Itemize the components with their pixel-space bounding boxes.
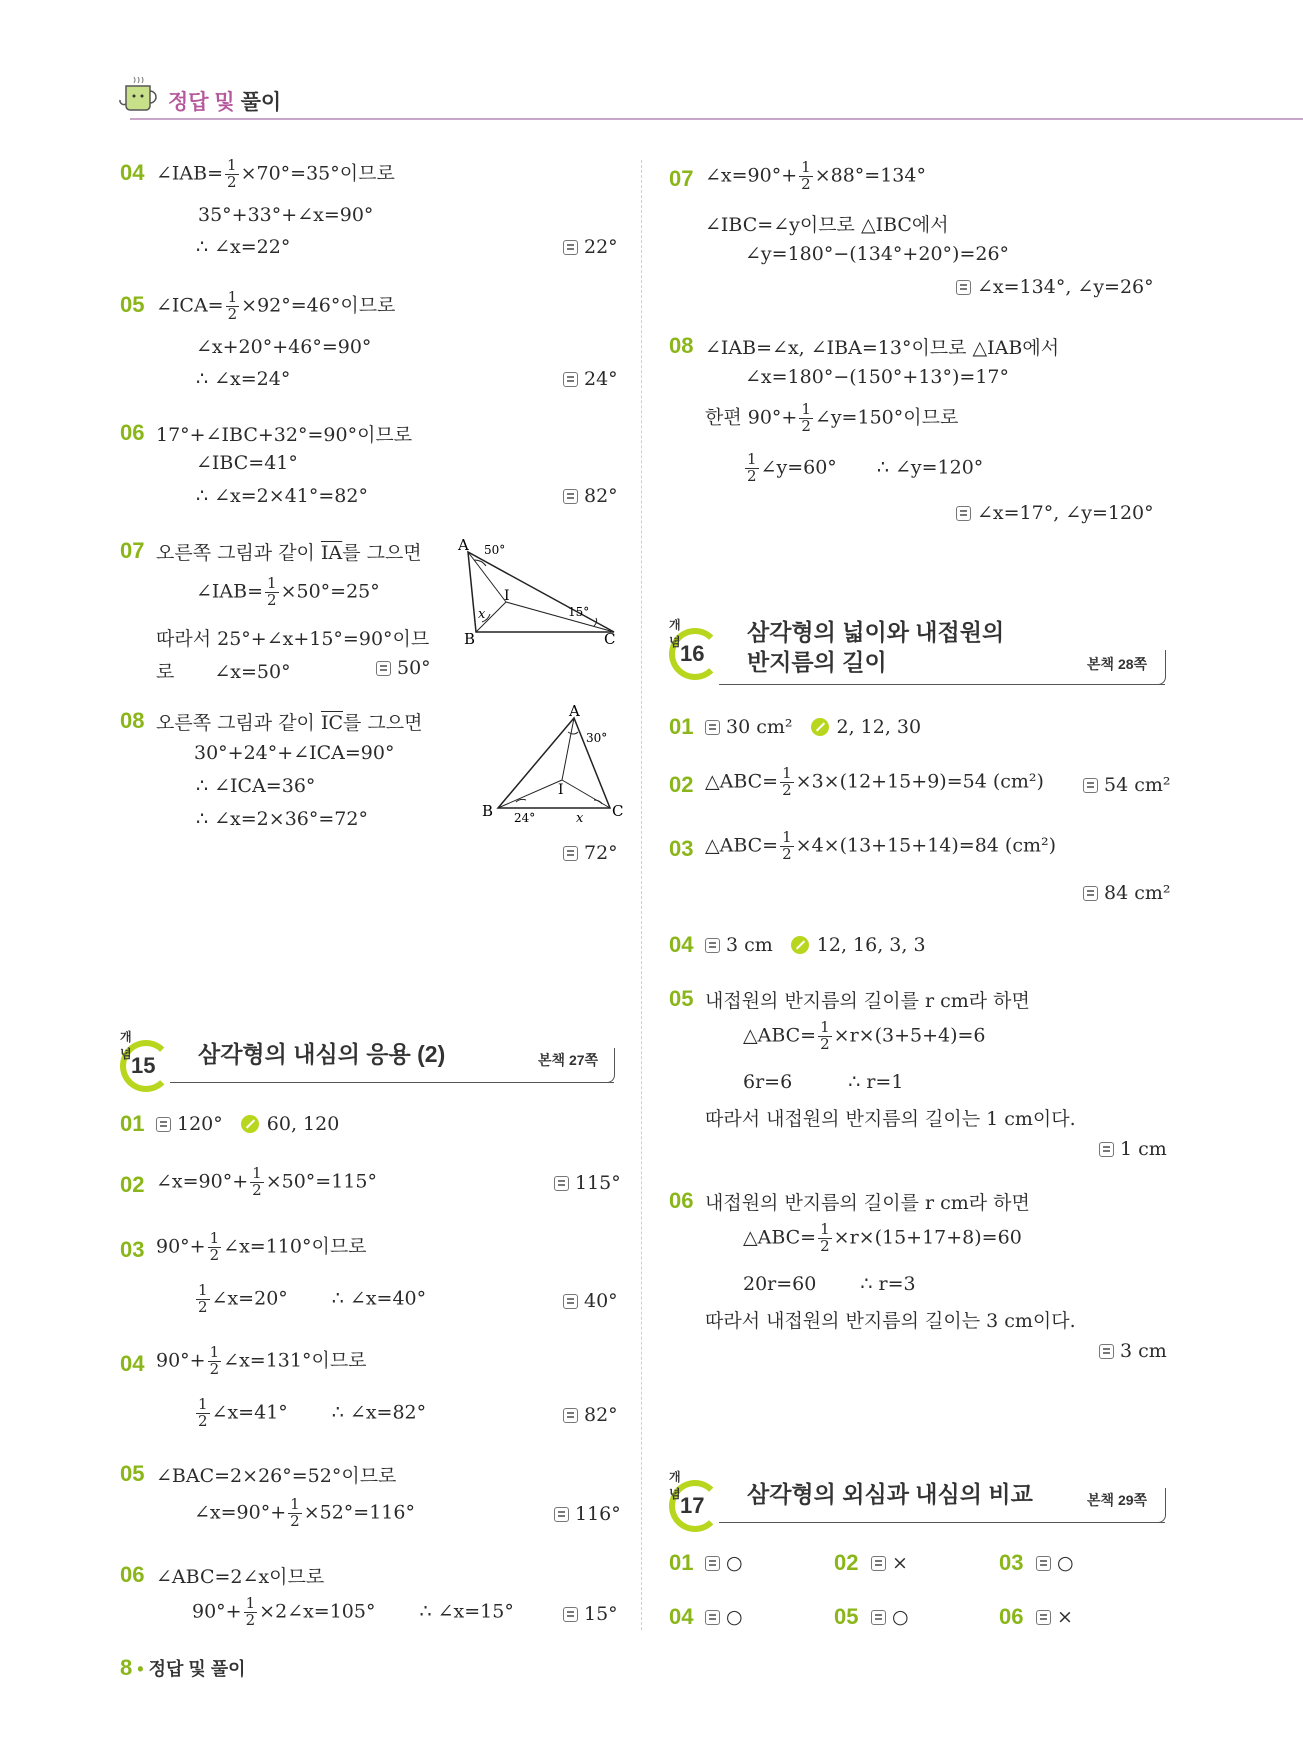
header-title-c: 풀이 <box>240 91 282 114</box>
answer: 72° <box>563 842 618 864</box>
answer-icon <box>705 938 720 953</box>
problem-line: ∠y=180°−(134°+20°)=26° <box>745 243 1010 265</box>
answer-icon <box>554 1176 569 1191</box>
problem-number: 04 <box>669 1604 694 1629</box>
pencil-icon <box>791 936 809 954</box>
header-title-a: 정답 <box>168 91 209 114</box>
header-rule <box>130 118 1303 120</box>
problem-line: △ABC= $\frac{1}{2}$ ×3×(12+15+9)=54 (cm²) <box>705 764 1044 799</box>
problem-number: 05 <box>120 292 145 317</box>
problem-line: ∠x=90°+ $\frac{1}{2}$ ×88°=134° <box>705 158 926 193</box>
problem-line: ∠IBC=41° <box>196 452 298 474</box>
problem-number: 06 <box>669 1188 694 1213</box>
problem-number: 08 <box>120 708 145 733</box>
answer: 3 cm 12, 16, 3, 3 <box>705 934 926 956</box>
answer: 15° <box>563 1603 618 1625</box>
answer: ○ <box>871 1606 909 1628</box>
pencil-icon <box>811 718 829 736</box>
problem-line: ∠IAB= $\frac{1}{2}$ ×70°=35°이므로 <box>156 156 395 191</box>
answer: ∠x=17°, ∠y=120° <box>956 502 1154 524</box>
problem-number: 04 <box>120 1351 145 1376</box>
answer-icon <box>376 661 391 676</box>
fig1-label-I: I <box>504 588 510 604</box>
section-title: 삼각형의 외심과 내심의 비교 <box>747 1481 1033 1507</box>
answer-icon <box>1099 1142 1114 1157</box>
column-divider <box>641 160 642 1630</box>
problem-number: 02 <box>120 1172 145 1197</box>
answer-icon <box>871 1556 886 1571</box>
problem-number: 05 <box>834 1604 859 1629</box>
answer-icon <box>563 1408 578 1423</box>
answer: × <box>1036 1606 1073 1628</box>
problem-line: ∠BAC=2×26°=52°이므로 <box>156 1465 397 1487</box>
problem-line: ∠x+20°+46°=90° <box>196 336 372 358</box>
problem-number: 02 <box>834 1550 859 1575</box>
answer-icon <box>1036 1556 1051 1571</box>
answer-icon <box>563 1294 578 1309</box>
problem-line: 한편 90°+ $\frac{1}{2}$ ∠y=150°이므로 <box>705 400 959 435</box>
answer: 82° <box>563 1404 618 1426</box>
section-title: 반지름의 길이 <box>747 649 887 675</box>
problem-line: △ABC= $\frac{1}{2}$ ×r×(3+5+4)=6 <box>743 1018 986 1053</box>
problem-line: 내접원의 반지름의 길이를 r cm라 하면 <box>705 990 1030 1012</box>
problem-line: ∠x=90°+ $\frac{1}{2}$ ×52°=116° <box>194 1495 415 1530</box>
answer-icon <box>563 1607 578 1622</box>
answer: 30 cm² 2, 12, 30 <box>705 716 921 738</box>
answer-icon <box>956 506 971 521</box>
problem-number: 01 <box>669 714 694 739</box>
problem-line: 90°+ $\frac{1}{2}$ ∠x=110°이므로 <box>156 1229 367 1264</box>
answer-icon <box>554 1507 569 1522</box>
problem-line: 17°+∠IBC+32°=90°이므로 <box>156 424 413 446</box>
fig2-label-A: A <box>569 702 580 720</box>
footer-text: 정답 및 풀이 <box>148 1659 246 1679</box>
problem-number: 05 <box>669 986 694 1011</box>
problem-number: 02 <box>669 772 694 797</box>
problem-number: 04 <box>120 160 145 185</box>
fig2-label-C: C <box>612 802 624 820</box>
answer-icon <box>705 1610 720 1625</box>
problem-number: 03 <box>669 836 694 861</box>
problem-line: ∠ICA= $\frac{1}{2}$ ×92°=46°이므로 <box>156 288 396 323</box>
fig1-angle-15: 15° <box>568 605 590 619</box>
answer-icon <box>871 1610 886 1625</box>
problem-number: 06 <box>120 420 145 445</box>
problem-line: 35°+33°+∠x=90° <box>198 204 374 226</box>
triangle-figure-2 <box>476 702 626 822</box>
header-title-b: 및 <box>214 91 235 114</box>
problem-line: ∴ ∠x=2×41°=82° <box>196 485 368 507</box>
answer: ∠x=134°, ∠y=26° <box>956 276 1154 298</box>
problem-line: $\frac{1}{2}$ ∠x=41° ∴ ∠x=82° <box>198 1395 427 1430</box>
page-number: 8 <box>120 1655 133 1680</box>
problem-number: 03 <box>120 1237 145 1262</box>
answer: 116° <box>554 1503 621 1525</box>
triangle-figure-1 <box>456 536 626 646</box>
problem-line: ∴ ∠x=22° <box>196 236 291 258</box>
problem-number: 05 <box>120 1461 145 1486</box>
problem-line: 90°+ $\frac{1}{2}$ ×2∠x=105° ∴ ∠x=15° <box>192 1594 514 1629</box>
answer-icon <box>156 1117 171 1132</box>
fig1-label-B: B <box>464 630 476 646</box>
answer-icon <box>1083 778 1098 793</box>
answer-icon <box>705 1556 720 1571</box>
answer: 50° <box>376 657 431 679</box>
answer: 40° <box>563 1290 618 1312</box>
answer: 22° <box>563 236 618 258</box>
fig2-angle-24: 24° <box>514 811 536 822</box>
problem-number: 07 <box>120 538 145 563</box>
problem-line: ∠IAB=∠x, ∠IBA=13°이므로 △IAB에서 <box>705 337 1060 359</box>
answer: 84 cm² <box>1083 882 1171 904</box>
problem-line: 따라서 내접원의 반지름의 길이는 3 cm이다. <box>705 1310 1076 1332</box>
problem-line: △ABC= $\frac{1}{2}$ ×4×(13+15+14)=84 (cm²) <box>705 828 1057 863</box>
answer-icon <box>563 846 578 861</box>
fig2-label-B: B <box>482 802 494 820</box>
problem-line: $\frac{1}{2}$ ∠x=20° ∴ ∠x=40° <box>198 1281 427 1316</box>
answer: ○ <box>705 1606 743 1628</box>
fig1-label-x: x <box>478 607 486 622</box>
problem-number: 07 <box>669 166 694 191</box>
problem-line: ∠IBC=∠y이므로 △IBC에서 <box>705 214 949 236</box>
problem-line: ∴ ∠x=24° <box>196 368 291 390</box>
section-page-ref: 본책 27쪽 <box>538 1052 599 1068</box>
section-page-ref: 본책 28쪽 <box>1087 656 1148 672</box>
section-title: 삼각형의 넓이와 내접원의 <box>747 619 1005 645</box>
problem-line: 오른쪽 그림과 같이 $\overline{IC}$를 그으면 <box>156 712 423 734</box>
fig2-label-x: x <box>576 811 584 822</box>
answer: 120° 60, 120 <box>156 1113 339 1135</box>
problem-line: ∴ ∠x=2×36°=72° <box>196 808 368 830</box>
answer-icon <box>563 372 578 387</box>
problem-line: ∠ABC=2∠x이므로 <box>156 1566 325 1588</box>
problem-line: 따라서 25°+∠x+15°=90°이므 <box>156 628 430 650</box>
answer: 3 cm <box>1099 1340 1167 1362</box>
answer: 1 cm <box>1099 1138 1167 1160</box>
section-page-ref: 본책 29쪽 <box>1087 1492 1148 1508</box>
answer: ○ <box>705 1552 743 1574</box>
answer-icon <box>1083 886 1098 901</box>
fig2-angle-30: 30° <box>586 731 608 745</box>
problem-number: 08 <box>669 333 694 358</box>
cup-icon <box>118 74 162 114</box>
answer: 54 cm² <box>1083 774 1171 796</box>
problem-line: ∴ ∠ICA=36° <box>196 775 316 797</box>
problem-line: △ABC= $\frac{1}{2}$ ×r×(15+17+8)=60 <box>743 1220 1022 1255</box>
answer: 24° <box>563 368 618 390</box>
problem-line: ∠x=90°+ $\frac{1}{2}$ ×50°=115° <box>156 1164 377 1199</box>
problem-number: 01 <box>669 1550 694 1575</box>
problem-line: ∠IAB= $\frac{1}{2}$ ×50°=25° <box>196 574 380 609</box>
problem-line: 6r=6 ∴ r=1 <box>743 1071 904 1093</box>
answer: 115° <box>554 1172 621 1194</box>
answer: 82° <box>563 485 618 507</box>
fig2-label-I: I <box>558 782 564 798</box>
fig1-angle-50: 50° <box>484 543 506 557</box>
page-header-title <box>168 86 281 116</box>
section-title: 삼각형의 내심의 응용 (2) <box>198 1041 446 1067</box>
problem-number: 06 <box>120 1562 145 1587</box>
problem-line: 따라서 내접원의 반지름의 길이는 1 cm이다. <box>705 1108 1076 1130</box>
answer-icon <box>1099 1344 1114 1359</box>
problem-line: $\frac{1}{2}$ ∠y=60° ∴ ∠y=120° <box>747 450 984 485</box>
answer-icon <box>563 489 578 504</box>
footer-separator: • <box>137 1659 144 1679</box>
problem-line: ∠x=180°−(150°+13°)=17° <box>745 366 1010 388</box>
problem-line: 90°+ $\frac{1}{2}$ ∠x=131°이므로 <box>156 1343 367 1378</box>
problem-line: 오른쪽 그림과 같이 $\overline{IA}$를 그으면 <box>156 542 422 564</box>
problem-line: 로 ∠x=50° <box>156 661 291 683</box>
problem-number: 04 <box>669 932 694 957</box>
problem-number: 01 <box>120 1111 145 1136</box>
problem-line: 30°+24°+∠ICA=90° <box>194 742 395 764</box>
problem-number: 03 <box>999 1550 1024 1575</box>
answer-icon <box>705 720 720 735</box>
answer: × <box>871 1552 908 1574</box>
answer: ○ <box>1036 1552 1074 1574</box>
problem-line: 20r=60 ∴ r=3 <box>743 1273 916 1295</box>
problem-number: 06 <box>999 1604 1024 1629</box>
answer-icon <box>956 280 971 295</box>
answer-icon <box>1036 1610 1051 1625</box>
problem-line: 내접원의 반지름의 길이를 r cm라 하면 <box>705 1192 1030 1214</box>
fig1-label-C: C <box>604 630 616 646</box>
pencil-icon <box>241 1115 259 1133</box>
page-footer <box>120 1655 246 1681</box>
fig1-label-A: A <box>458 536 469 554</box>
answer-icon <box>563 240 578 255</box>
